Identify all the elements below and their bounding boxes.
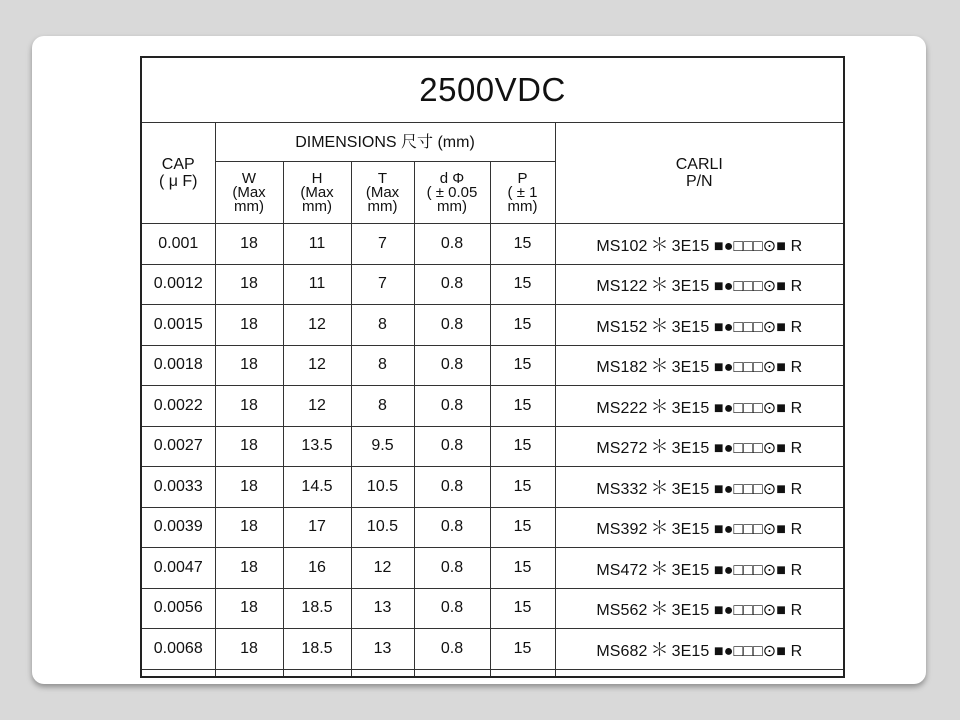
table-row — [141, 345, 844, 386]
part-number-cell — [555, 507, 844, 548]
partial-cell — [215, 669, 283, 677]
t-cell: 12 — [351, 548, 414, 589]
w-cell: 18 — [215, 548, 283, 589]
w-label: W — [241, 169, 257, 187]
t-cell: 10.5 — [351, 467, 414, 508]
h-cell: 13.5 — [283, 426, 351, 467]
carli-label: CARLI — [675, 156, 723, 173]
w-cell: 18 — [215, 507, 283, 548]
partial-cell — [555, 669, 844, 677]
d-sub1: ( ± 0.05 — [426, 183, 478, 201]
part-number-cell — [555, 629, 844, 670]
w-cell: 18 — [215, 467, 283, 508]
table-row — [141, 507, 844, 548]
cap-cell: 0.0039 — [141, 507, 215, 548]
part-number-cell — [555, 426, 844, 467]
d-cell: 0.8 — [414, 224, 490, 265]
part-number-cell — [555, 264, 844, 305]
star-icon: ＊ — [650, 396, 669, 417]
pn-suffix: 3E15 ■●□□□⊙■ R — [671, 602, 803, 620]
p-cell: 15 — [490, 629, 555, 670]
cap-unit: ( μ F) — [158, 173, 198, 190]
pn-prefix: MS222 — [596, 399, 648, 417]
t-cell: 10.5 — [351, 507, 414, 548]
d-cell: 0.8 — [414, 386, 490, 427]
star-icon: ＊ — [650, 639, 669, 660]
w-cell: 18 — [215, 426, 283, 467]
h-sub1: (Max — [300, 183, 334, 201]
cap-cell: 0.0056 — [141, 588, 215, 629]
table-row-partial — [141, 669, 844, 677]
t-sub2: mm) — [367, 197, 398, 215]
pn-suffix: 3E15 ■●□□□⊙■ R — [671, 642, 803, 660]
p-cell: 15 — [490, 224, 555, 265]
star-icon: ＊ — [650, 599, 669, 620]
t-cell: 7 — [351, 264, 414, 305]
cap-cell: 0.0033 — [141, 467, 215, 508]
d-cell: 0.8 — [414, 305, 490, 346]
pn-suffix: 3E15 ■●□□□⊙■ R — [671, 278, 803, 296]
header-row — [141, 123, 844, 162]
h-cell: 12 — [283, 345, 351, 386]
star-icon: ＊ — [650, 477, 669, 498]
cap-cell: 0.0012 — [141, 264, 215, 305]
pn-suffix: 3E15 ■●□□□⊙■ R — [671, 480, 803, 498]
d-cell: 0.8 — [414, 467, 490, 508]
p-cell: 15 — [490, 426, 555, 467]
w-cell: 18 — [215, 305, 283, 346]
table-row — [141, 467, 844, 508]
t-cell: 9.5 — [351, 426, 414, 467]
h-cell: 12 — [283, 305, 351, 346]
cap-header — [141, 123, 215, 224]
pn-prefix: MS332 — [596, 480, 648, 498]
star-icon: ＊ — [650, 234, 669, 255]
pn-suffix: 3E15 ■●□□□⊙■ R — [671, 237, 803, 255]
d-sub2: mm) — [437, 197, 467, 215]
pn-suffix: 3E15 ■●□□□⊙■ R — [671, 561, 803, 579]
star-icon: ＊ — [650, 518, 669, 539]
t-sub1: (Max — [365, 183, 400, 201]
star-icon: ＊ — [650, 558, 669, 579]
d-cell: 0.8 — [414, 548, 490, 589]
partial-cell — [351, 669, 414, 677]
pn-prefix: MS182 — [596, 359, 648, 377]
dimensions-header: DIMENSIONS 尺寸 (mm) — [215, 123, 555, 162]
pn-suffix: 3E15 ■●□□□⊙■ R — [671, 399, 803, 417]
cap-cell: 0.0015 — [141, 305, 215, 346]
w-sub1: (Max — [232, 183, 266, 201]
star-icon: ＊ — [650, 356, 669, 377]
h-cell: 11 — [283, 224, 351, 265]
table-row — [141, 629, 844, 670]
cap-cell: 0.0018 — [141, 345, 215, 386]
w-header — [215, 162, 283, 224]
part-number-cell — [555, 345, 844, 386]
part-number-cell — [555, 386, 844, 427]
w-cell: 18 — [215, 345, 283, 386]
w-sub2: mm) — [234, 197, 264, 215]
d-cell: 0.8 — [414, 345, 490, 386]
h-cell: 18.5 — [283, 629, 351, 670]
p-cell: 15 — [490, 264, 555, 305]
pn-prefix: MS152 — [596, 318, 648, 336]
pn-prefix: MS392 — [596, 521, 648, 539]
star-icon: ＊ — [650, 437, 669, 458]
w-cell: 18 — [215, 224, 283, 265]
pn-prefix: MS122 — [596, 278, 648, 296]
table-row — [141, 426, 844, 467]
partial-cell — [490, 669, 555, 677]
part-number-cell — [555, 588, 844, 629]
p-cell: 15 — [490, 345, 555, 386]
p-sub1: ( ± 1 — [507, 183, 538, 201]
d-cell: 0.8 — [414, 426, 490, 467]
h-cell: 16 — [283, 548, 351, 589]
spec-table — [140, 56, 845, 678]
table-row — [141, 588, 844, 629]
star-icon: ＊ — [650, 315, 669, 336]
w-cell: 18 — [215, 629, 283, 670]
p-cell: 15 — [490, 305, 555, 346]
w-cell: 18 — [215, 386, 283, 427]
d-label: d Φ — [439, 169, 465, 187]
p-cell: 15 — [490, 548, 555, 589]
p-cell: 15 — [490, 467, 555, 508]
t-cell: 13 — [351, 588, 414, 629]
t-cell: 8 — [351, 386, 414, 427]
p-cell: 15 — [490, 588, 555, 629]
h-cell: 17 — [283, 507, 351, 548]
pn-suffix: 3E15 ■●□□□⊙■ R — [671, 521, 803, 539]
table-row — [141, 264, 844, 305]
table-body — [141, 224, 844, 677]
d-cell: 0.8 — [414, 588, 490, 629]
h-cell: 14.5 — [283, 467, 351, 508]
t-cell: 7 — [351, 224, 414, 265]
h-cell: 18.5 — [283, 588, 351, 629]
cap-cell: 0.0027 — [141, 426, 215, 467]
star-icon: ＊ — [650, 275, 669, 296]
d-cell: 0.8 — [414, 507, 490, 548]
h-sub2: mm) — [302, 197, 332, 215]
partial-cell — [414, 669, 490, 677]
p-header — [490, 162, 555, 224]
table-row — [141, 386, 844, 427]
table-title: 2500VDC — [141, 57, 844, 123]
table-row — [141, 224, 844, 265]
partial-cell — [283, 669, 351, 677]
pn-prefix: MS472 — [596, 561, 648, 579]
p-sub2: mm) — [507, 197, 538, 215]
t-cell: 8 — [351, 345, 414, 386]
t-header — [351, 162, 414, 224]
h-label: H — [311, 169, 323, 187]
pn-prefix: MS272 — [596, 440, 648, 458]
w-cell: 18 — [215, 264, 283, 305]
cap-cell: 0.0047 — [141, 548, 215, 589]
h-cell: 11 — [283, 264, 351, 305]
cap-cell: 0.0022 — [141, 386, 215, 427]
cap-label: CAP — [161, 156, 195, 173]
t-label: T — [377, 169, 388, 187]
part-number-cell — [555, 305, 844, 346]
pn-label: P/N — [685, 173, 713, 190]
w-cell: 18 — [215, 588, 283, 629]
table-row — [141, 305, 844, 346]
title-row — [141, 57, 844, 123]
d-cell: 0.8 — [414, 629, 490, 670]
cap-cell: 0.001 — [141, 224, 215, 265]
pn-suffix: 3E15 ■●□□□⊙■ R — [671, 318, 803, 336]
slide-card — [32, 36, 926, 684]
table-row — [141, 548, 844, 589]
p-cell: 15 — [490, 507, 555, 548]
part-number-cell — [555, 548, 844, 589]
partial-cell — [141, 669, 215, 677]
pn-prefix: MS682 — [596, 642, 648, 660]
pn-suffix: 3E15 ■●□□□⊙■ R — [671, 440, 803, 458]
pn-suffix: 3E15 ■●□□□⊙■ R — [671, 359, 803, 377]
p-label: P — [517, 169, 528, 187]
d-cell: 0.8 — [414, 264, 490, 305]
cap-cell: 0.0068 — [141, 629, 215, 670]
part-number-cell — [555, 224, 844, 265]
pn-prefix: MS562 — [596, 602, 648, 620]
d-header — [414, 162, 490, 224]
part-number-cell — [555, 467, 844, 508]
h-header — [283, 162, 351, 224]
pn-prefix: MS102 — [596, 237, 648, 255]
carli-header — [555, 123, 844, 224]
p-cell: 15 — [490, 386, 555, 427]
h-cell: 12 — [283, 386, 351, 427]
t-cell: 13 — [351, 629, 414, 670]
t-cell: 8 — [351, 305, 414, 346]
